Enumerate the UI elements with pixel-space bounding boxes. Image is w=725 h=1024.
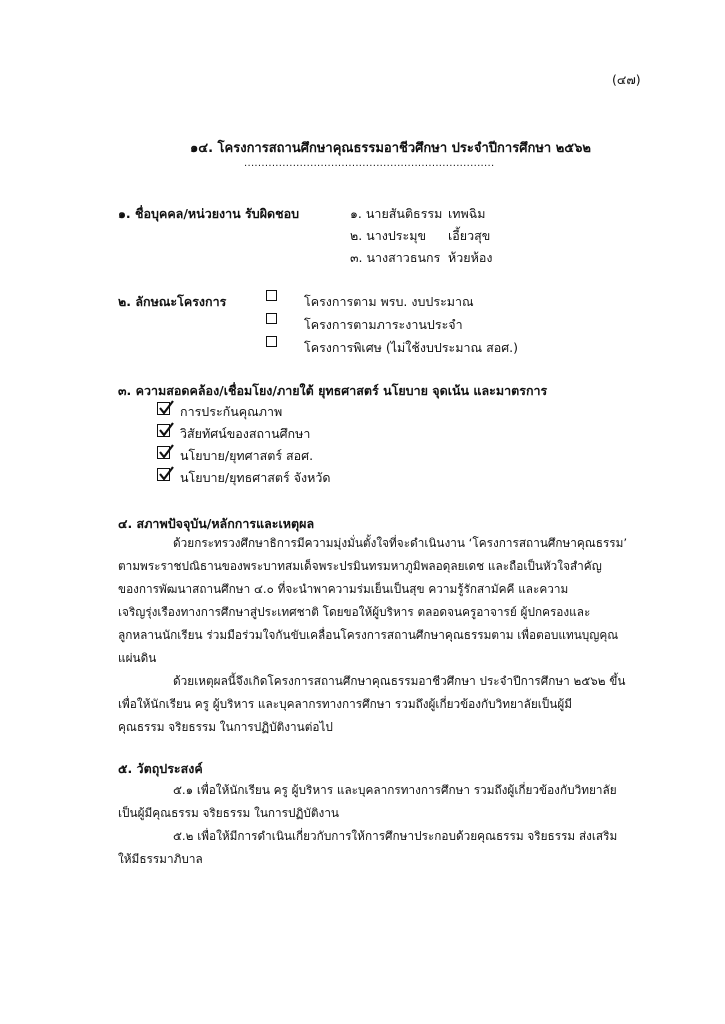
objective-1: ๕.๑ เพื่อให้นักเรียน ครู ผู้บริหาร และบุคลากรทางการศึกษา รวมถึงผู้เกี่ยวข้องกับวิทยาลัย เป็นผู้มีคุณธรรม จริยธรรม ในการปฏิบัติงาน [118,783,617,820]
title-dotted-line: ........................................................................ [244,158,495,169]
project-type-option-1: โครงการตาม พรบ. งบประมาณ [304,294,474,309]
alignment-checkbox-3[interactable] [157,446,170,459]
person-1-name: ๑. นายสันติธรรม [350,206,443,221]
objective-2: ๕.๒ เพื่อให้มีการดำเนินเกี่ยวกับการให้การศึกษาประกอบด้วยคุณธรรม จริยธรรม ส่งเสริม ให้มีธรรมาภิบาล [118,829,618,866]
person-2-surname: เอี้ยวสุข [448,228,491,243]
project-type-option-2: โครงการตามภาระงานประจำ [304,317,463,332]
section5-heading: ๕. วัตถุประสงค์ [118,761,203,776]
person-3-surname: ห้วยห้อง [448,250,493,265]
page-number: (๔๗) [612,72,641,87]
project-type-checkbox-2[interactable] [266,313,277,324]
alignment-checkbox-1[interactable] [157,402,170,415]
rationale-paragraph-2: ด้วยเหตุผลนี้จึงเกิดโครงการสถานศึกษาคุณธรรมอาชีวศึกษา ประจำปีการศึกษา ๒๕๖๒ ขึ้น เพื่อให้นักเรียน ครู ผู้บริหาร และบุคลากรทางการศึกษา รวมถึงผู้เกี่ยวข้องกับวิทยาลัยเป็นผู้มี คุณธรรม จริยธรรม ในการปฏิบัติงานต่อไป [118,674,626,734]
alignment-item-3: นโยบาย/ยุทศาสตร์ สอศ. [180,448,314,463]
person-3-name: ๓. นางสาวธนกร [350,250,441,265]
alignment-item-2: วิสัยทัศน์ของสถานศึกษา [180,426,311,441]
project-type-checkbox-3[interactable] [266,336,277,347]
rationale-paragraph-1: ด้วยกระทรวงศึกษาธิการมีความมุ่งมั่นตั้งใจที่จะดำเนินงาน ‘โครงการสถานศึกษาคุณธรรม’ ตามพระราชปณิธานของพระบาทสมเด็จพระปรมินทรมหาภูมิพลอดุลยเดช และถือเป็นหัวใจสำคัญ ของการพัฒนาสถานศึกษา ๔.๐ ที่จะนำพาความร่มเย็นเป็นสุข ความรู้รักสามัคคี และความ เจริญรุ่งเรืองทางการศึกษาสู่ประเทศชาติ โดยขอให้ผู้บริหาร ตลอดจนครูอาจารย์ ผู้ปกครองและ ลูกหลานนักเรียน ร่วมมือร่วมใจกันขับเคลื่อนโครงการสถานศึกษาคุณธรรมตาม เพื่อตอบแทนบุญคุณ แผ่นดิน [118,536,628,665]
section3-heading: ๓. ความสอดคล้อง/เชื่อมโยง/ภายใต้ ยุทธศาสตร์ นโยบาย จุดเน้น และมาตรการ [118,383,548,398]
project-type-option-3: โครงการพิเศษ (ไม่ใช้งบประมาณ สอศ.) [304,340,518,355]
alignment-item-4: นโยบาย/ยุทธศาสตร์ จังหวัด [180,470,331,485]
checkmark-icon [157,465,175,483]
checkmark-icon [157,421,175,439]
section1-heading: ๑. ชื่อบุคคล/หน่วยงาน รับผิดชอบ [118,206,300,221]
person-1-surname: เทพฉิม [448,206,486,221]
section2-heading: ๒. ลักษณะโครงการ [118,294,227,309]
page-title: ๑๔. โครงการสถานศึกษาคุณธรรมอาชีวศึกษา ประจำปีการศึกษา ๒๕๖๒ [190,141,591,156]
section4-heading: ๔. สภาพปัจจุบัน/หลักการและเหตุผล [118,516,315,531]
person-2-name: ๒. นางประมุข [350,228,427,243]
checkmark-icon [157,399,175,417]
project-type-checkbox-1[interactable] [266,290,277,301]
alignment-item-1: การประกันคุณภาพ [180,404,283,419]
alignment-checkbox-2[interactable] [157,424,170,437]
alignment-checkbox-4[interactable] [157,468,170,481]
checkmark-icon [157,443,175,461]
